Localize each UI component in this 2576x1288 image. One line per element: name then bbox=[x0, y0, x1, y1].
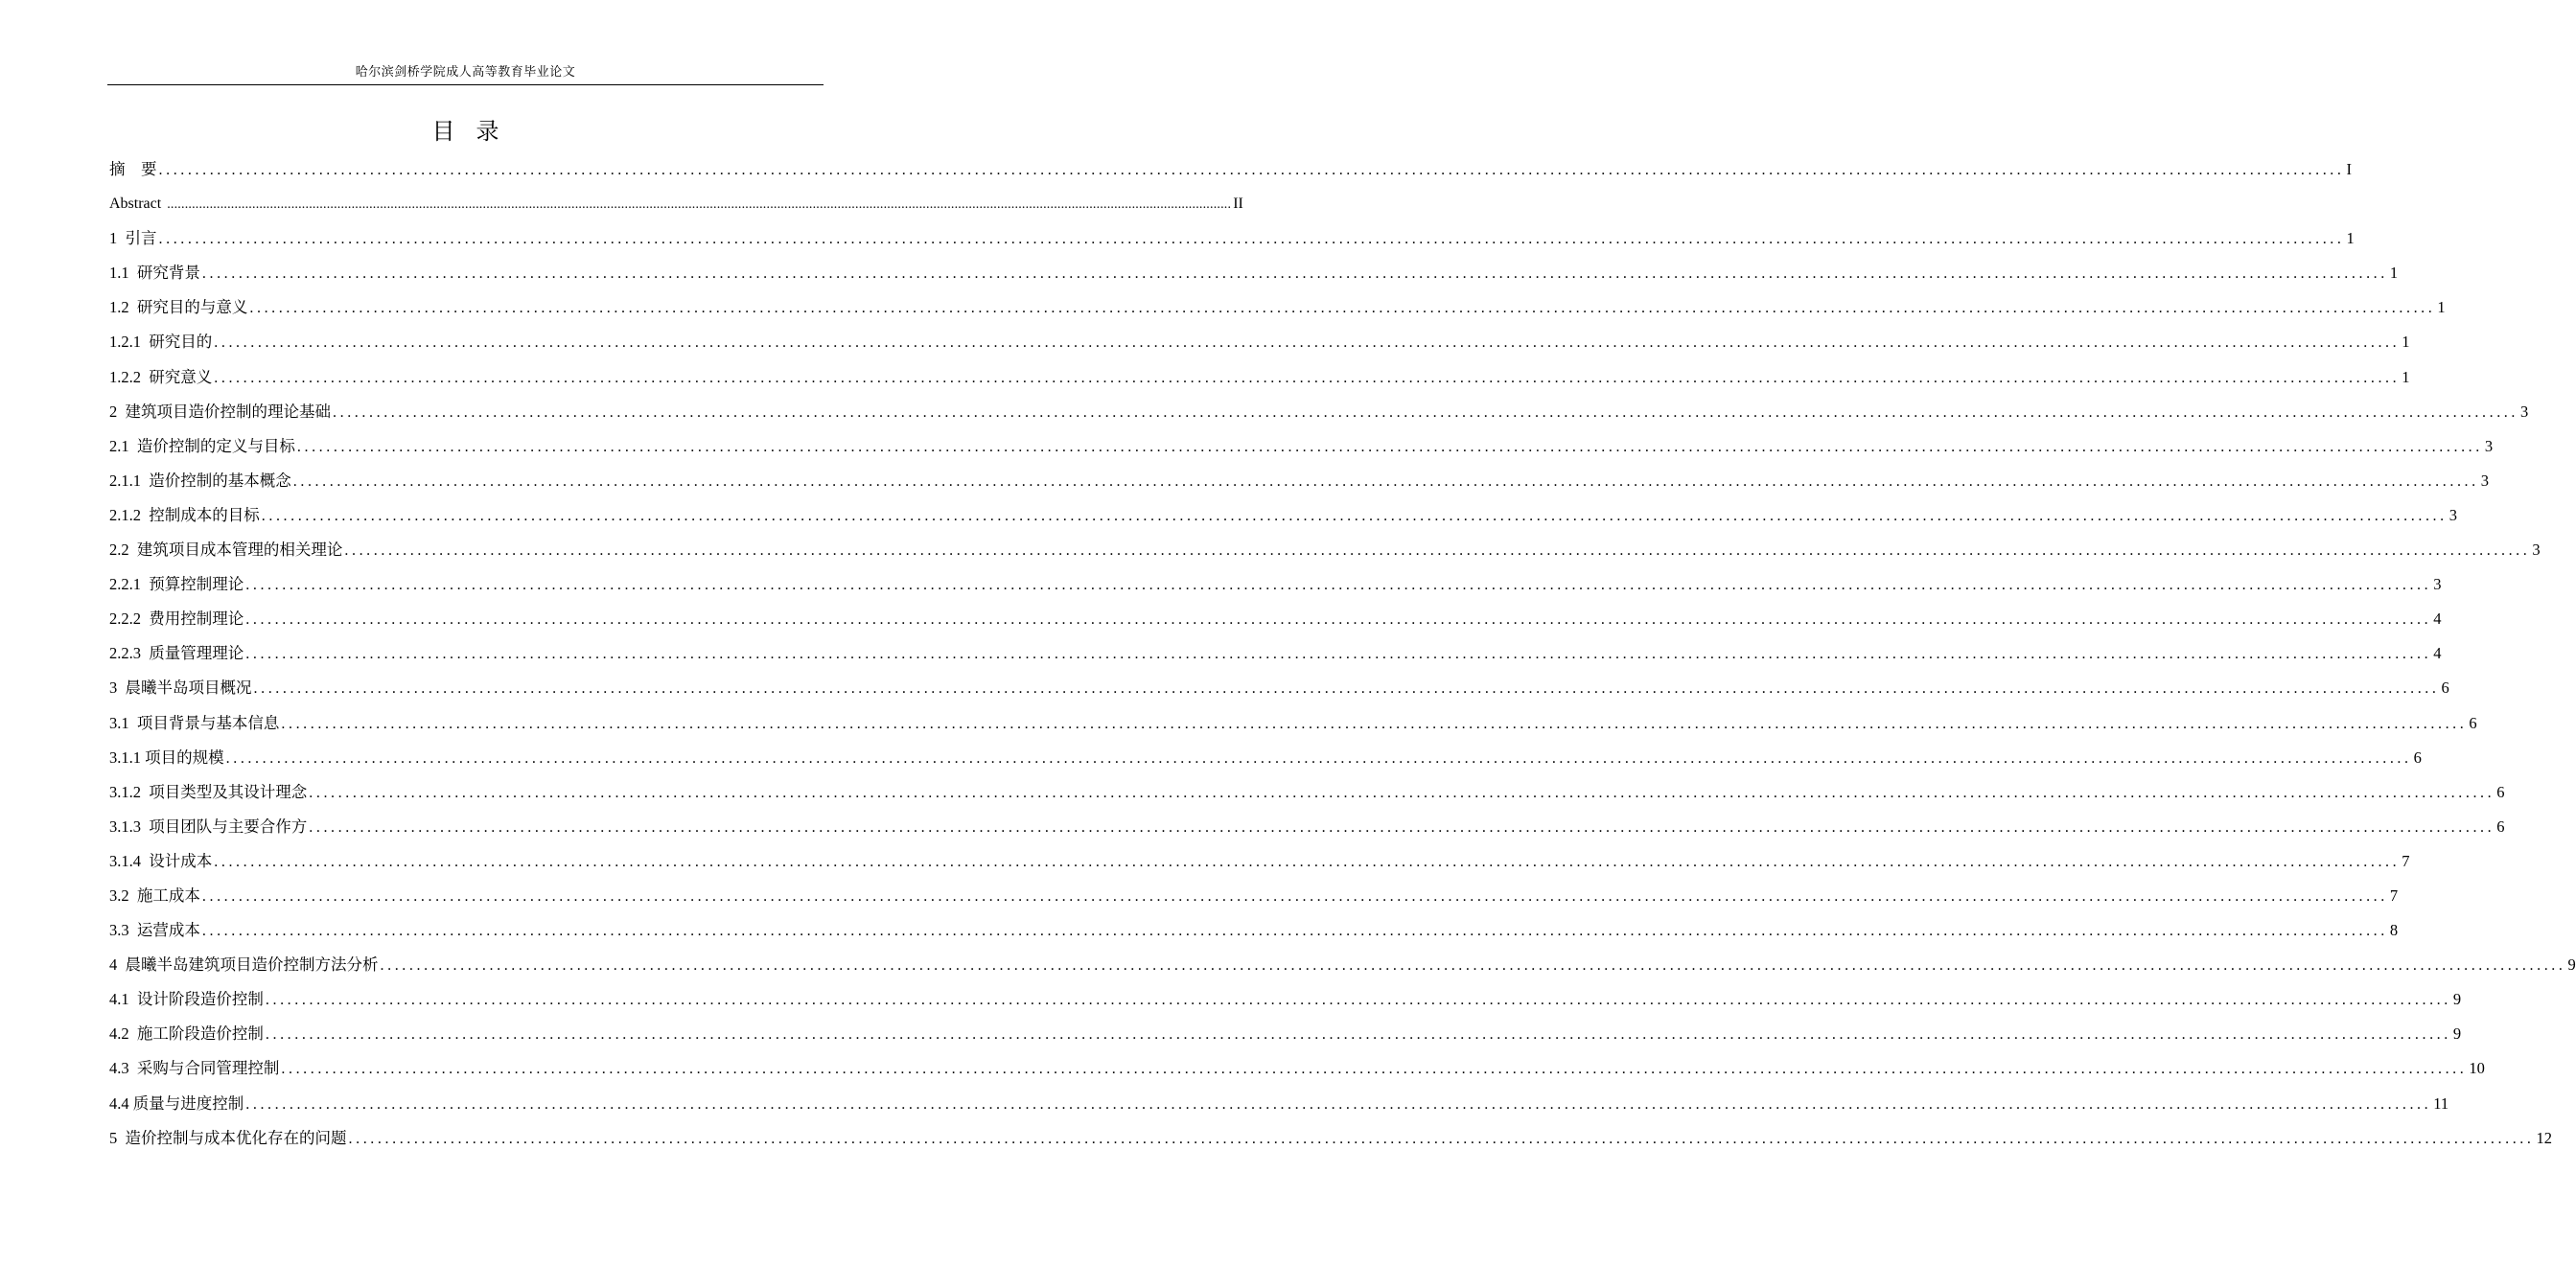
toc-dot-leader: ............................................................................................................................................................................................................................................................................................................ bbox=[201, 923, 2388, 940]
toc-dot-leader: ............................................................................................................................................................................................................................................................................................................ bbox=[292, 472, 2479, 490]
toc-entry-label: 4.2 施工阶段造价控制 bbox=[109, 1024, 264, 1044]
toc-entry-label: 3.2 施工成本 bbox=[109, 886, 200, 905]
toc-dot-leader: ............................................................................................................................................................................................................................................................................................................ bbox=[245, 1095, 2432, 1113]
toc-entry-label: 3.1.3 项目团队与主要合作方 bbox=[109, 816, 308, 836]
toc-entry-page-number: 3 bbox=[2532, 540, 2541, 560]
toc-title: 目录 bbox=[431, 120, 521, 145]
toc-entry-page-number: 4 bbox=[2433, 644, 2442, 663]
toc-entry-page-number: 9 bbox=[2567, 955, 2576, 975]
toc-entry-label: 4.1 设计阶段造价控制 bbox=[109, 990, 264, 1009]
toc-entry[interactable] bbox=[109, 813, 2505, 847]
toc-entry-label: 4.4 质量与进度控制 bbox=[109, 1093, 244, 1113]
toc-entry-page-number: 6 bbox=[2496, 816, 2505, 836]
toc-entry-page-number: 3 bbox=[2484, 436, 2494, 455]
toc-dot-leader: ............................................................................................................................................................................................................................................................................................................ bbox=[158, 231, 2345, 248]
toc-entry-page-number: 8 bbox=[2389, 921, 2399, 940]
toc-dot-leader: ............................................................................................................................................................................................................................................................................................................ bbox=[245, 611, 2432, 629]
toc-dot-leader: ............................................................................................................................................................................................................................................................................................................ bbox=[214, 853, 2401, 870]
toc-entry-page-number: 11 bbox=[2433, 1093, 2449, 1113]
toc-entry[interactable] bbox=[109, 363, 2410, 398]
toc-entry-label: 2.1.2 控制成本的目标 bbox=[109, 505, 260, 524]
toc-entry[interactable] bbox=[109, 224, 2355, 259]
toc-entry-label: 2.1.1 造价控制的基本概念 bbox=[109, 471, 291, 490]
toc-entry-label: 3.1.4 设计成本 bbox=[109, 851, 213, 870]
toc-dot-leader: ............................................................................................................................................................................................................................................................................................................ bbox=[245, 646, 2432, 663]
toc-entry-label: 1.2 研究目的与意义 bbox=[109, 298, 248, 317]
toc-entry-page-number: 7 bbox=[2402, 851, 2410, 870]
toc-entry[interactable] bbox=[109, 778, 2505, 813]
toc-dot-leader: ............................................................................................................................................................................................................................................................................................................ bbox=[201, 265, 2388, 283]
toc-entry-page-number: 3 bbox=[2433, 575, 2442, 594]
toc-entry-label: 2.2 建筑项目成本管理的相关理论 bbox=[109, 540, 343, 560]
toc-entry-page-number: 9 bbox=[2452, 1024, 2462, 1044]
toc-entry-label: 5 造价控制与成本优化存在的问题 bbox=[109, 1128, 347, 1147]
toc-entry-label: 1 引言 bbox=[109, 229, 157, 248]
toc-entry-label: 4.3 采购与合同管理控制 bbox=[109, 1059, 280, 1078]
toc-entry[interactable] bbox=[109, 847, 2410, 882]
toc-entry-page-number: I bbox=[2346, 160, 2352, 178]
toc-entry[interactable] bbox=[109, 1124, 2552, 1159]
toc-entry-label: 1.1 研究背景 bbox=[109, 264, 200, 283]
toc-entry-label: 3.1 项目背景与基本信息 bbox=[109, 713, 280, 732]
toc-entry-page-number: 9 bbox=[2452, 990, 2462, 1009]
toc-dot-leader: ............................................................................................................................................................................................................................................................................................................ bbox=[265, 992, 2451, 1009]
toc-entry[interactable] bbox=[109, 398, 2529, 432]
toc-dot-leader: ............................................................................................................................................................................................................................................................................................................ bbox=[249, 300, 2436, 317]
toc-entry[interactable] bbox=[109, 536, 2541, 570]
toc-entry[interactable] bbox=[109, 985, 2462, 1020]
toc-entry-label: 3.1.2 项目类型及其设计理念 bbox=[109, 782, 308, 801]
page-header: 哈尔滨剑桥学院成人高等教育毕业论文 bbox=[355, 64, 576, 79]
toc-entry-label: 2.1 造价控制的定义与目标 bbox=[109, 436, 295, 455]
toc-dot-leader: ............................................................................................................................................................................................................................................................................................................ bbox=[281, 1061, 2468, 1078]
toc-entry[interactable] bbox=[109, 501, 2457, 536]
toc-dot-leader: ............................................................................................................................................................................................................................................................................................................ bbox=[309, 818, 2495, 836]
toc-entry-page-number: 1 bbox=[2437, 298, 2446, 317]
toc-entry-label: 1.2.1 研究目的 bbox=[109, 333, 213, 352]
toc-entry[interactable] bbox=[109, 1054, 2485, 1089]
toc-entry-label: 3 晨曦半岛项目概况 bbox=[109, 678, 252, 698]
toc-dot-leader: ............................................................................................................................................................................................................................................................................................................ bbox=[214, 369, 2401, 386]
toc-dot-leader: ............................................................................................................................................................................................................................................................................................................ bbox=[281, 715, 2468, 732]
toc-entry-page-number: 1 bbox=[2346, 229, 2355, 248]
toc-dot-leader: ............................................................................................................................................................................................................................................................................................................ bbox=[214, 334, 2401, 352]
toc-entry[interactable] bbox=[109, 293, 2446, 328]
toc-entry[interactable] bbox=[109, 916, 2399, 951]
toc-dot-leader: ............................................................................................................................................................................................................................................................................................................ bbox=[225, 749, 2412, 767]
toc-entry-page-number: 6 bbox=[2413, 748, 2422, 767]
toc-entry-label: 3.1.1 项目的规模 bbox=[109, 748, 224, 767]
toc-entry-page-number: 6 bbox=[2441, 678, 2449, 698]
toc-entry[interactable] bbox=[109, 709, 2477, 744]
toc-dot-leader: ............................................................................................................................................................................................................................................................................................................ bbox=[158, 162, 2345, 178]
toc-dot-leader: ............................................................................................................................................................................................................................................................................................................ bbox=[201, 887, 2388, 905]
toc-entry-label: 2.2.1 预算控制理论 bbox=[109, 575, 244, 594]
toc-entry-page-number: 3 bbox=[2520, 402, 2529, 421]
toc-entry-label: 2 建筑项目造价控制的理论基础 bbox=[109, 402, 331, 421]
toc-entry-label: 4 晨曦半岛建筑项目造价控制方法分析 bbox=[109, 955, 379, 975]
toc-dot-leader: ............................................................................................................................................................................................................................................................................................................ bbox=[344, 542, 2531, 560]
toc-dot-leader: ............................................................................................................................................................................................................................................................................................................ bbox=[261, 507, 2448, 524]
toc-entry[interactable] bbox=[109, 570, 2442, 605]
toc-entry[interactable] bbox=[109, 432, 2494, 467]
toc-entry[interactable] bbox=[109, 605, 2442, 639]
toc-dot-leader: ............................................................................................................................................................................................................................................................................................................ bbox=[333, 403, 2518, 421]
toc-entry-label: 1.2.2 研究意义 bbox=[109, 367, 213, 386]
toc-entry[interactable] bbox=[109, 1090, 2449, 1124]
toc-entry-page-number: 3 bbox=[2480, 471, 2489, 490]
toc-entry-page-number: II bbox=[1233, 196, 1243, 213]
toc-entry-label: 2.2.3 质量管理理论 bbox=[109, 644, 244, 663]
toc-dot-leader: ............................................................................................................................................................................................................................................................................................................ bbox=[348, 1130, 2535, 1147]
toc-entry[interactable] bbox=[109, 155, 2352, 190]
toc-dot-leader: ............................................................................................................................................................................................................................................................................................................ bbox=[380, 957, 2566, 975]
toc-entry-label: 3.3 运营成本 bbox=[109, 921, 200, 940]
header-rule bbox=[107, 84, 824, 85]
toc-dot-leader: ............................................................................................................................................................................................................................................................................................................ bbox=[253, 680, 2440, 698]
toc-entry-page-number: 6 bbox=[2469, 713, 2477, 732]
toc-dot-leader: ............................................................................................................................................................................................................................................................................................................ bbox=[265, 1026, 2451, 1044]
toc-list bbox=[109, 155, 2576, 1159]
toc-dot-leader: ............................................................................................................................................................................................................................................................................................................ bbox=[167, 197, 1232, 213]
toc-entry-label: 摘 要 bbox=[109, 160, 157, 178]
toc-entry[interactable] bbox=[109, 328, 2410, 362]
toc-entry[interactable] bbox=[109, 744, 2422, 778]
toc-entry[interactable] bbox=[109, 674, 2449, 708]
toc-entry-page-number: 7 bbox=[2389, 886, 2399, 905]
toc-entry-page-number: 6 bbox=[2496, 782, 2505, 801]
toc-dot-leader: ............................................................................................................................................................................................................................................................................................................ bbox=[245, 577, 2432, 594]
toc-entry-label: Abstract bbox=[109, 196, 166, 213]
toc-dot-leader: ............................................................................................................................................................................................................................................................................................................ bbox=[296, 438, 2483, 455]
toc-entry[interactable] bbox=[109, 1020, 2462, 1054]
toc-entry-page-number: 3 bbox=[2448, 505, 2457, 524]
toc-entry-page-number: 12 bbox=[2536, 1128, 2552, 1147]
toc-entry[interactable] bbox=[109, 190, 1243, 224]
toc-entry-page-number: 10 bbox=[2469, 1059, 2485, 1078]
toc-entry-page-number: 4 bbox=[2433, 610, 2442, 629]
toc-entry[interactable] bbox=[109, 639, 2442, 674]
toc-entry[interactable] bbox=[109, 882, 2399, 916]
toc-entry[interactable] bbox=[109, 467, 2489, 501]
toc-entry[interactable] bbox=[109, 951, 2576, 985]
toc-entry-label: 2.2.2 费用控制理论 bbox=[109, 610, 244, 629]
toc-entry-page-number: 1 bbox=[2402, 367, 2410, 386]
toc-entry[interactable] bbox=[109, 259, 2399, 293]
toc-entry-page-number: 1 bbox=[2389, 264, 2399, 283]
toc-entry-page-number: 1 bbox=[2402, 333, 2410, 352]
toc-dot-leader: ............................................................................................................................................................................................................................................................................................................ bbox=[309, 784, 2495, 801]
